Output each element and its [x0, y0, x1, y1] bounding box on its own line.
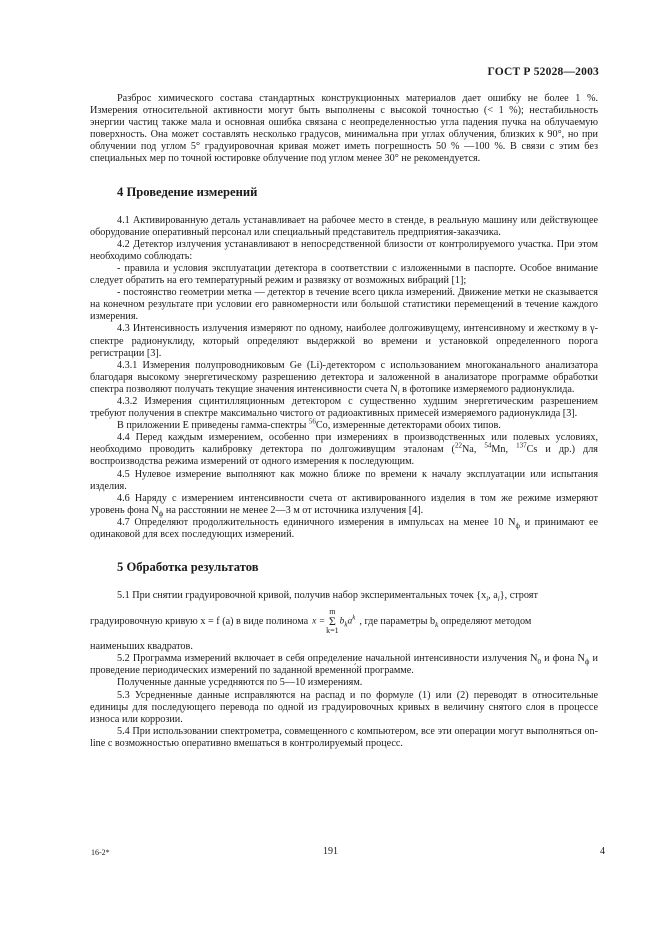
paragraph-4-7: 4.7 Определяют продолжительность единичного измерения в импульсах на менее 10 $N_ф$ и принимают ее одинаковой для всех последующих измерений.: [90, 516, 598, 540]
paragraph-4-3: 4.3 Интенсивность излучения измеряют по одному, наиболее долгоживущему, интенсивному и жесткому в γ-спектре радионуклиду, который определяют выдержкой во времени и установкой определенного порога регистрации [3].: [90, 323, 598, 359]
paragraph-4-2-item-2: - постоянство геометрии метка — детектор в течение всего цикла измерений. Движение метки не сказывается на конечном результате при условии его равномерности или большой статистики перемещений в течение каждого измерения.: [90, 287, 598, 323]
paragraph-5-1: 5.1 При снятии градуировочной кривой, получив набор экспериментальных точек {$x_i$, $a_i$}, строят: [117, 590, 538, 604]
section-5-title: 5 Обработка результатов: [117, 560, 259, 575]
section-4-title: 4 Проведение измерений: [117, 184, 258, 199]
footer-signature-mark: 16-2*: [91, 848, 110, 857]
paragraph-5-2-average: Полученные данные усредняются по 5—10 измерениям.: [117, 677, 363, 689]
paragraph-4-3-1: 4.3.1 Измерения полупроводниковым Ge (Li)-детектором с использованием многоканального анализатора благодаря высокому энергетическому разрешению детектора и заложенной в анализаторе программе обработки спектра позволяют получать текущие значения интенсивности счета $N_i$ в фотопике измеряемого радионуклида.: [90, 359, 598, 397]
paragraph-4-6: 4.6 Наряду с измерением интенсивности счета от активированного изделия в том же режиме измеряют уровень фона $N_ф$ на расстоянии не менее 2—3 м от источника излучения [4].: [90, 492, 598, 518]
paragraph-4-3-2: 4.3.2 Измерения сцинтилляционным детектором с существенно худшим энергетическим разрешением требуют получения в спектре максимально чистого от радиоактивных примесей измеряемого радионуклида [3].: [90, 395, 598, 420]
paragraph-5-1-formula-line: градуировочную кривую x = f (a) в виде полинома x =m Σ $k=1b_ka^k$ , где параметры $b_k$ определяют методом: [90, 607, 532, 636]
document-body: [90, 93, 598, 750]
polynomial-formula: x =m Σ $k=1b_ka^k$: [312, 607, 356, 636]
paragraph-4-4: 4.4 Перед каждым измерением, особенно при измерениях в производственных или полевых условиях, необходимо проводить калибровку детектора по долгоживущим эталонам ($^{22}$Na, $^{54}$Mn, $^{137}$Cs и др.) для воспроизводства режима измерений от одного измерения к последующим.: [90, 432, 598, 468]
footer-page-number: 191: [323, 846, 338, 857]
paragraph-4-2: 4.2 Детектор излучения устанавливают в непосредственной близости от контролируемого участка. При этом необходимо соблюдать:: [90, 238, 598, 262]
footer-sheet-number: 4: [600, 846, 605, 857]
standard-header: ГОСТ Р 52028—2003: [487, 66, 599, 78]
paragraph-5-1-end: наименьших квадратов.: [90, 641, 193, 653]
paragraph-5-2: 5.2 Программа измерений включает в себя определение начальной интенсивности излучения $N_0$ и фона $N_ф$ и проведение периодических измерений по заданной временно́й программе.: [90, 653, 599, 677]
paragraph-4-2-item-1: - правила и условия эксплуатации детектора в соответствии с изложенными в паспорте. Особое внимание следует обратить на его температурный режим и развязку от возможных вибраций [1];: [90, 262, 598, 287]
paragraph-5-3: 5.3 Усредненные данные исправляются на распад и по формуле (1) или (2) переводят в относительные единицы для последующего перевода по одной из градуировочных кривых в величину снятого слоя в процессе износа или коррозии.: [90, 689, 598, 725]
paragraph-4-5: 4.5 Нулевое измерение выполняют как можно ближе по времени к началу эксплуатации или испытания изделия.: [90, 468, 598, 492]
paragraph-appendix-e: В приложении Е приведены гамма-спектры $^{56}$Co, измеренные детекторами обоих типов.: [117, 417, 501, 432]
intro-paragraph: Разброс химического состава стандартных конструкционных материалов дает ошибку не более 1 %. Измерения относительной активности могут быть выполнены с высокой точностью (< 1 %); нестабильность энергии частиц также мала и основная ошибка связана с неопределенностью угла падения пучка на облучаемую поверхность. Она может составлять несколько градусов, минимальна при углах облучения, близких к 90°, но при облучении под углом 5° градуировочная кривая может иметь погрешность 50 % —100 %. В связи с этим без специальных мер по точной юстировке облучение под углом менее 30° не рекомендуется.: [90, 93, 598, 165]
paragraph-5-4: 5.4 При использовании спектрометра, совмещенного с компьютером, все эти операции могут выполняться on-line с возможностью оперативно вмешаться в контролируемый процесс.: [90, 725, 598, 749]
paragraph-4-1: 4.1 Активированную деталь устанавливает на рабочее место в стенде, в реальную машину или действующее оборудование оперативный персонал или специальный представитель предприятия-заказчика.: [90, 214, 598, 238]
